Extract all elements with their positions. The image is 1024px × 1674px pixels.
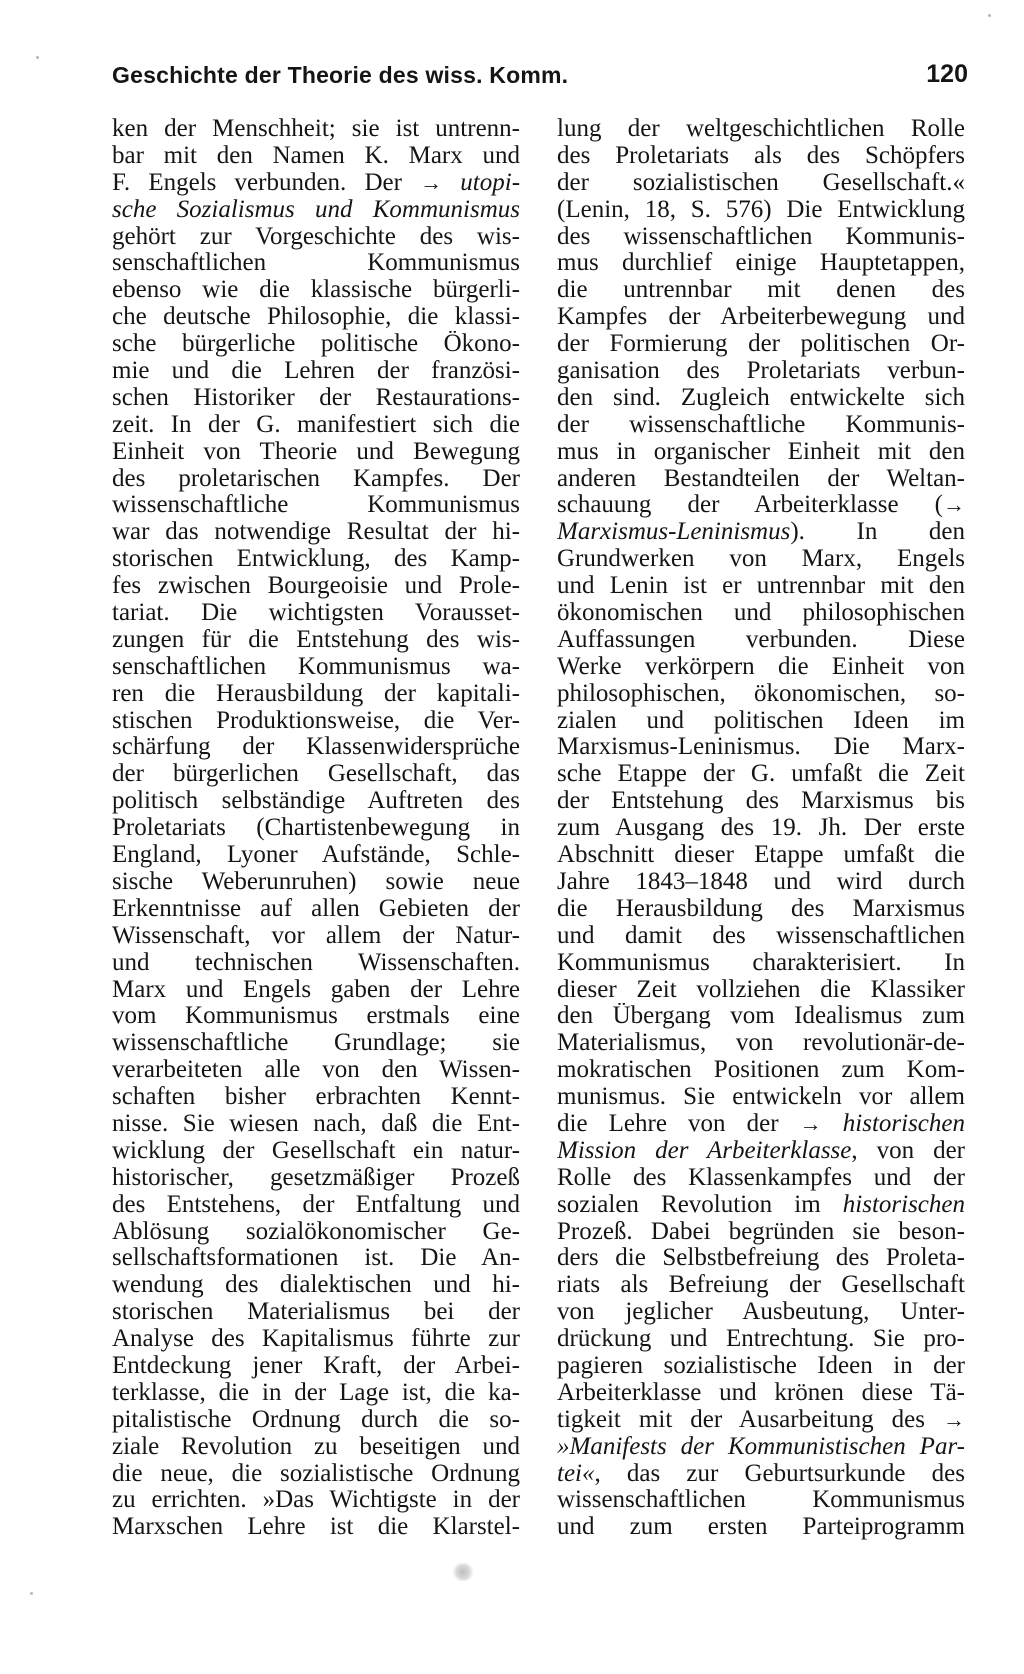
text-line: F. Engels verbunden. Der → utopi- (112, 169, 520, 196)
print-speck (36, 56, 39, 59)
text-line: Mission der Arbeiterklasse, von der (557, 1137, 965, 1164)
running-title: Geschichte der Theorie des wiss. Komm. (112, 62, 569, 88)
text-line: und zum ersten Parteiprogramm (557, 1514, 965, 1541)
text-line: die Lehre von der → historischen (557, 1110, 965, 1137)
text-line: senschaftlichen Kommunismus (112, 250, 520, 277)
text-line: Entdeckung jener Kraft, der Arbei- (112, 1352, 520, 1379)
text-line: und Lenin ist er untrennbar mit den (557, 573, 965, 600)
text-line: fes zwischen Bourgeoisie und Prole- (112, 573, 520, 600)
text-line: pitalistische Ordnung durch die so- (112, 1406, 520, 1433)
print-speck (30, 1592, 33, 1595)
text-line: ren die Herausbildung der kapitali- (112, 680, 520, 707)
text-line: Ablösung sozialökonomischer Ge- (112, 1218, 520, 1245)
text-line: ken der Menschheit; sie ist untrenn- (112, 116, 520, 142)
text-line: wissenschaftliche Grundlage; sie (112, 1030, 520, 1057)
text-line: sche Sozialismus und Kommunismus (112, 196, 520, 223)
text-line: mokratischen Positionen zum Kom- (557, 1057, 965, 1084)
text-line: und damit des wissenschaftlichen (557, 922, 965, 949)
text-line: vom Kommunismus erstmals eine (112, 1003, 520, 1030)
text-line: sche Etappe der G. umfaßt die Zeit (557, 761, 965, 788)
text-line: nisse. Sie wiesen nach, daß die Ent- (112, 1110, 520, 1137)
text-line: des Proletariats als des Schöpfers (557, 142, 965, 169)
text-line: stischen Produktionsweise, die Ver- (112, 707, 520, 734)
text-line: Abschnitt dieser Etappe umfaßt die (557, 842, 965, 869)
text-line: schen Historiker der Restaurations- (112, 384, 520, 411)
text-line: zungen für die Entstehung des wis- (112, 626, 520, 653)
text-line: und technischen Wissenschaften. (112, 949, 520, 976)
text-line: ders die Selbstbefreiung des Proleta- (557, 1245, 965, 1272)
right-column (557, 116, 965, 1541)
text-line: der bürgerlichen Gesellschaft, das (112, 761, 520, 788)
text-line: tei«, das zur Geburtsurkunde des (557, 1460, 965, 1487)
text-line: des Entstehens, der Entfaltung und (112, 1191, 520, 1218)
text-line: Einheit von Theorie und Bewegung (112, 438, 520, 465)
text-line: sozialen Revolution im historischen (557, 1191, 965, 1218)
text-line: »Manifests der Kommunistischen Par- (557, 1433, 965, 1460)
text-line: tariat. Die wichtigsten Vorausset- (112, 600, 520, 627)
text-line: Marxismus-Leninismus). In den (557, 519, 965, 546)
text-line: Wissenschaft, vor allem der Natur- (112, 922, 520, 949)
text-line: zu errichten. »Das Wichtigste in der (112, 1487, 520, 1514)
text-line: anderen Bestandteilen der Weltan- (557, 465, 965, 492)
text-line: Werke verkörpern die Einheit von (557, 653, 965, 680)
page-header (112, 58, 968, 98)
text-line: Kampfes der Arbeiterbewegung und (557, 304, 965, 331)
text-line: von jeglicher Ausbeutung, Unter- (557, 1299, 965, 1326)
text-line: Prozeß. Dabei begründen sie beson- (557, 1218, 965, 1245)
text-line: Kommunismus charakterisiert. In (557, 949, 965, 976)
text-line: (Lenin, 18, S. 576) Die Entwicklung (557, 196, 965, 223)
text-line: Jahre 1843–1848 und wird durch (557, 868, 965, 895)
text-line: Marxismus-Leninismus. Die Marx- (557, 734, 965, 761)
text-line: lung der weltgeschichtlichen Rolle (557, 116, 965, 142)
text-line: philosophischen, ökonomischen, so- (557, 680, 965, 707)
text-line: war das notwendige Resultat der hi- (112, 519, 520, 546)
text-line: Erkenntnisse auf allen Gebieten der (112, 895, 520, 922)
text-line: pagieren sozialistische Ideen in der (557, 1352, 965, 1379)
text-line: schärfung der Klassenwidersprüche (112, 734, 520, 761)
text-line: dieser Zeit vollziehen die Klassiker (557, 976, 965, 1003)
text-line: England, Lyoner Aufstände, Schle- (112, 842, 520, 869)
text-line: zeit. In der G. manifestiert sich die (112, 411, 520, 438)
text-line: sische Weberunruhen) sowie neue (112, 868, 520, 895)
text-line: ziale Revolution zu beseitigen und (112, 1433, 520, 1460)
text-line: wissenschaftliche Kommunismus (112, 492, 520, 519)
text-line: des wissenschaftlichen Kommunis- (557, 223, 965, 250)
text-line: sche bürgerliche politische Ökono- (112, 331, 520, 358)
text-line: Marx und Engels gaben der Lehre (112, 976, 520, 1003)
page-number: 120 (926, 60, 968, 88)
text-line: schaften bisher erbrachten Kennt- (112, 1084, 520, 1111)
text-line: Rolle des Klassenkampfes und der (557, 1164, 965, 1191)
text-line: Grundwerken von Marx, Engels (557, 546, 965, 573)
text-line: bar mit den Namen K. Marx und (112, 142, 520, 169)
text-line: storischen Entwicklung, des Kamp- (112, 546, 520, 573)
text-line: mie und die Lehren der französi- (112, 358, 520, 385)
text-line: Materialismus, von revolutionär-de- (557, 1030, 965, 1057)
text-line: historischer, gesetzmäßiger Prozeß (112, 1164, 520, 1191)
text-line: ganisation des Proletariats verbun- (557, 358, 965, 385)
text-line: che deutsche Philosophie, die klassi- (112, 304, 520, 331)
print-speck (988, 14, 991, 17)
print-smudge (452, 1563, 474, 1581)
left-column (112, 116, 520, 1541)
text-line: politisch selbständige Auftreten des (112, 788, 520, 815)
text-line: der Entstehung des Marxismus bis (557, 788, 965, 815)
text-line: den Übergang vom Idealismus zum (557, 1003, 965, 1030)
text-line: die neue, die sozialistische Ordnung (112, 1460, 520, 1487)
text-line: der wissenschaftliche Kommunis- (557, 411, 965, 438)
text-line: tigkeit mit der Ausarbeitung des → (557, 1406, 965, 1433)
text-line: riats als Befreiung der Gesellschaft (557, 1272, 965, 1299)
text-line: der Formierung der politischen Or- (557, 331, 965, 358)
text-line: die Herausbildung des Marxismus (557, 895, 965, 922)
text-line: Marxschen Lehre ist die Klarstel- (112, 1514, 520, 1541)
text-line: terklasse, die in der Lage ist, die ka- (112, 1379, 520, 1406)
text-line: wicklung der Gesellschaft ein natur- (112, 1137, 520, 1164)
text-line: mus durchlief einige Hauptetappen, (557, 250, 965, 277)
text-line: munismus. Sie entwickeln vor allem (557, 1084, 965, 1111)
text-line: verarbeiteten alle von den Wissen- (112, 1057, 520, 1084)
text-line: Analyse des Kapitalismus führte zur (112, 1326, 520, 1353)
text-line: wissenschaftlichen Kommunismus (557, 1487, 965, 1514)
text-line: Proletariats (Chartistenbewegung in (112, 815, 520, 842)
text-line: zum Ausgang des 19. Jh. Der erste (557, 815, 965, 842)
text-line: schauung der Arbeiterklasse (→ (557, 492, 965, 519)
text-line: drückung und Entrechtung. Sie pro- (557, 1326, 965, 1353)
text-line: wendung des dialektischen und hi- (112, 1272, 520, 1299)
text-line: die untrennbar mit denen des (557, 277, 965, 304)
text-line: zialen und politischen Ideen im (557, 707, 965, 734)
text-line: der sozialistischen Gesellschaft.« (557, 169, 965, 196)
text-line: den sind. Zugleich entwickelte sich (557, 384, 965, 411)
text-line: mus in organischer Einheit mit den (557, 438, 965, 465)
text-line: senschaftlichen Kommunismus wa- (112, 653, 520, 680)
text-line: ökonomischen und philosophischen (557, 600, 965, 627)
text-line: sellschaftsformationen ist. Die An- (112, 1245, 520, 1272)
text-line: ebenso wie die klassische bürgerli- (112, 277, 520, 304)
text-line: des proletarischen Kampfes. Der (112, 465, 520, 492)
text-line: gehört zur Vorgeschichte des wis- (112, 223, 520, 250)
text-line: Auffassungen verbunden. Diese (557, 626, 965, 653)
text-line: storischen Materialismus bei der (112, 1299, 520, 1326)
text-line: Arbeiterklasse und krönen diese Tä- (557, 1379, 965, 1406)
